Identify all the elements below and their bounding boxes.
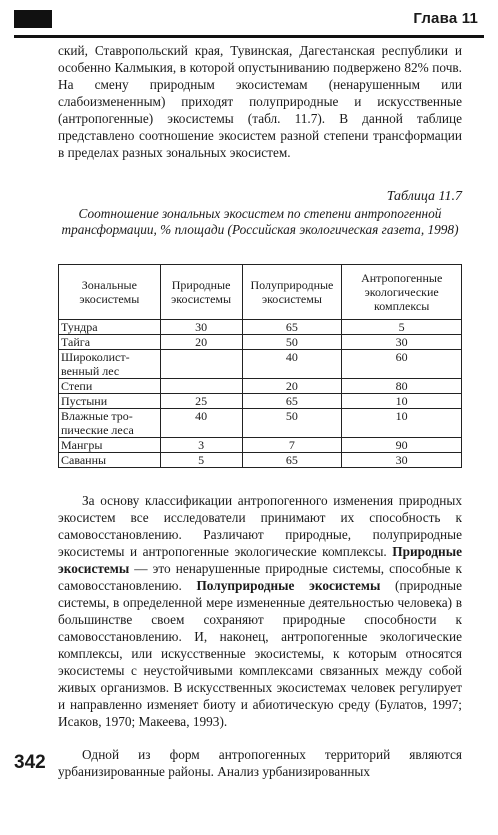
- cell-natural: 40: [160, 409, 242, 438]
- cell-natural: 25: [160, 394, 242, 409]
- cell-anthropogenic: 10: [342, 409, 462, 438]
- cell-natural: [160, 379, 242, 394]
- header-zonal: Зональные экосистемы: [59, 265, 161, 320]
- cell-zone: Пустыни: [59, 394, 161, 409]
- header-natural: Природные экосистемы: [160, 265, 242, 320]
- cell-zone: Влажные тро-пические леса: [59, 409, 161, 438]
- term-natural-ecosystems: Природные экосистемы: [58, 544, 462, 576]
- page-number: 342: [14, 752, 46, 773]
- table-row: [59, 409, 462, 438]
- cell-seminatural: 65: [242, 453, 342, 468]
- text-run: За основу классификации антропогенного изменения природных экосистем все исследователи принимают их способность к самовосстановлению. Различают природные, полуприродные экосистемы и антропогенные экологические комплексы.: [58, 493, 462, 559]
- cell-anthropogenic: 5: [342, 320, 462, 335]
- cell-zone: Степи: [59, 379, 161, 394]
- table-row: [59, 453, 462, 468]
- cell-natural: 3: [160, 438, 242, 453]
- cell-zone: Широколист-венный лес: [59, 350, 161, 379]
- ecosystem-table: [58, 264, 462, 468]
- table-row: [59, 438, 462, 453]
- cell-zone: Тайга: [59, 335, 161, 350]
- chapter-title: Глава 11: [413, 10, 478, 27]
- cell-seminatural: 65: [242, 320, 342, 335]
- paragraph-intro: ский, Ставропольский края, Тувинская, Дагестанская республики и особенно Калмыкия, в которой опустыниванию подвержено 82% почв. На смену природным экосистемам (ненарушенным или слабоизмененным) приходят полуприродные и искусственные (антропогенные) экосистемы (табл. 11.7). В данной таблице представлено соотношение экосистем разной степени трансформации в пределах разных зональных экосистем.: [58, 43, 462, 160]
- cell-seminatural: 65: [242, 394, 342, 409]
- header-black-block: [14, 10, 52, 28]
- table-title: Соотношение зональных экосистем по степени антропогенной трансформации, % площади (Российская экологическая газета, 1998): [61, 206, 459, 237]
- text-run: — это ненарушенные природные системы, способные к самовосстановлению.: [58, 561, 462, 593]
- cell-seminatural: 50: [242, 335, 342, 350]
- term-seminatural-ecosystems: Полуприродные экосистемы: [196, 578, 381, 593]
- cell-anthropogenic: 10: [342, 394, 462, 409]
- table-row: [59, 320, 462, 335]
- cell-natural: 5: [160, 453, 242, 468]
- header-seminatural: Полуприродные экосистемы: [242, 265, 342, 320]
- cell-seminatural: 7: [242, 438, 342, 453]
- table-header-row: [59, 265, 462, 320]
- cell-seminatural: 20: [242, 379, 342, 394]
- cell-natural: [160, 350, 242, 379]
- cell-zone: Саванны: [59, 453, 161, 468]
- cell-anthropogenic: 80: [342, 379, 462, 394]
- table-row: [59, 394, 462, 409]
- cell-seminatural: 40: [242, 350, 342, 379]
- table-caption: Таблица 11.7: [386, 189, 462, 204]
- cell-seminatural: 50: [242, 409, 342, 438]
- cell-anthropogenic: 90: [342, 438, 462, 453]
- cell-natural: 20: [160, 335, 242, 350]
- paragraph-urban: Одной из форм антропогенных территорий являются урбанизированные районы. Анализ урбанизированных: [58, 747, 462, 779]
- cell-zone: Тундра: [59, 320, 161, 335]
- cell-anthropogenic: 30: [342, 335, 462, 350]
- cell-anthropogenic: 30: [342, 453, 462, 468]
- table-row: [59, 350, 462, 379]
- table-row: [59, 379, 462, 394]
- header-anthropogenic: Антропогенные экологические комплексы: [342, 265, 462, 320]
- paragraph-classification: [58, 492, 462, 730]
- cell-anthropogenic: 60: [342, 350, 462, 379]
- header-rule: [14, 35, 484, 38]
- cell-natural: 30: [160, 320, 242, 335]
- table-row: [59, 335, 462, 350]
- cell-zone: Мангры: [59, 438, 161, 453]
- text-run: (природные системы, в определенной мере измененные деятельностью человека) в большинстве своем сохраняют природные способности к самовосстановлению. И, наконец, антропогенные экологические комплексы, или искусственные экосистемы, к которым относятся экосистемы с неустойчивыми комплексами связанных между собой живых организмов. В искусственных экосистемах человек регулирует и направленно изменяет биоту и абиотическую среду (Булатов, 1997; Исаков, 1970; Макеева, 1993).: [58, 578, 462, 729]
